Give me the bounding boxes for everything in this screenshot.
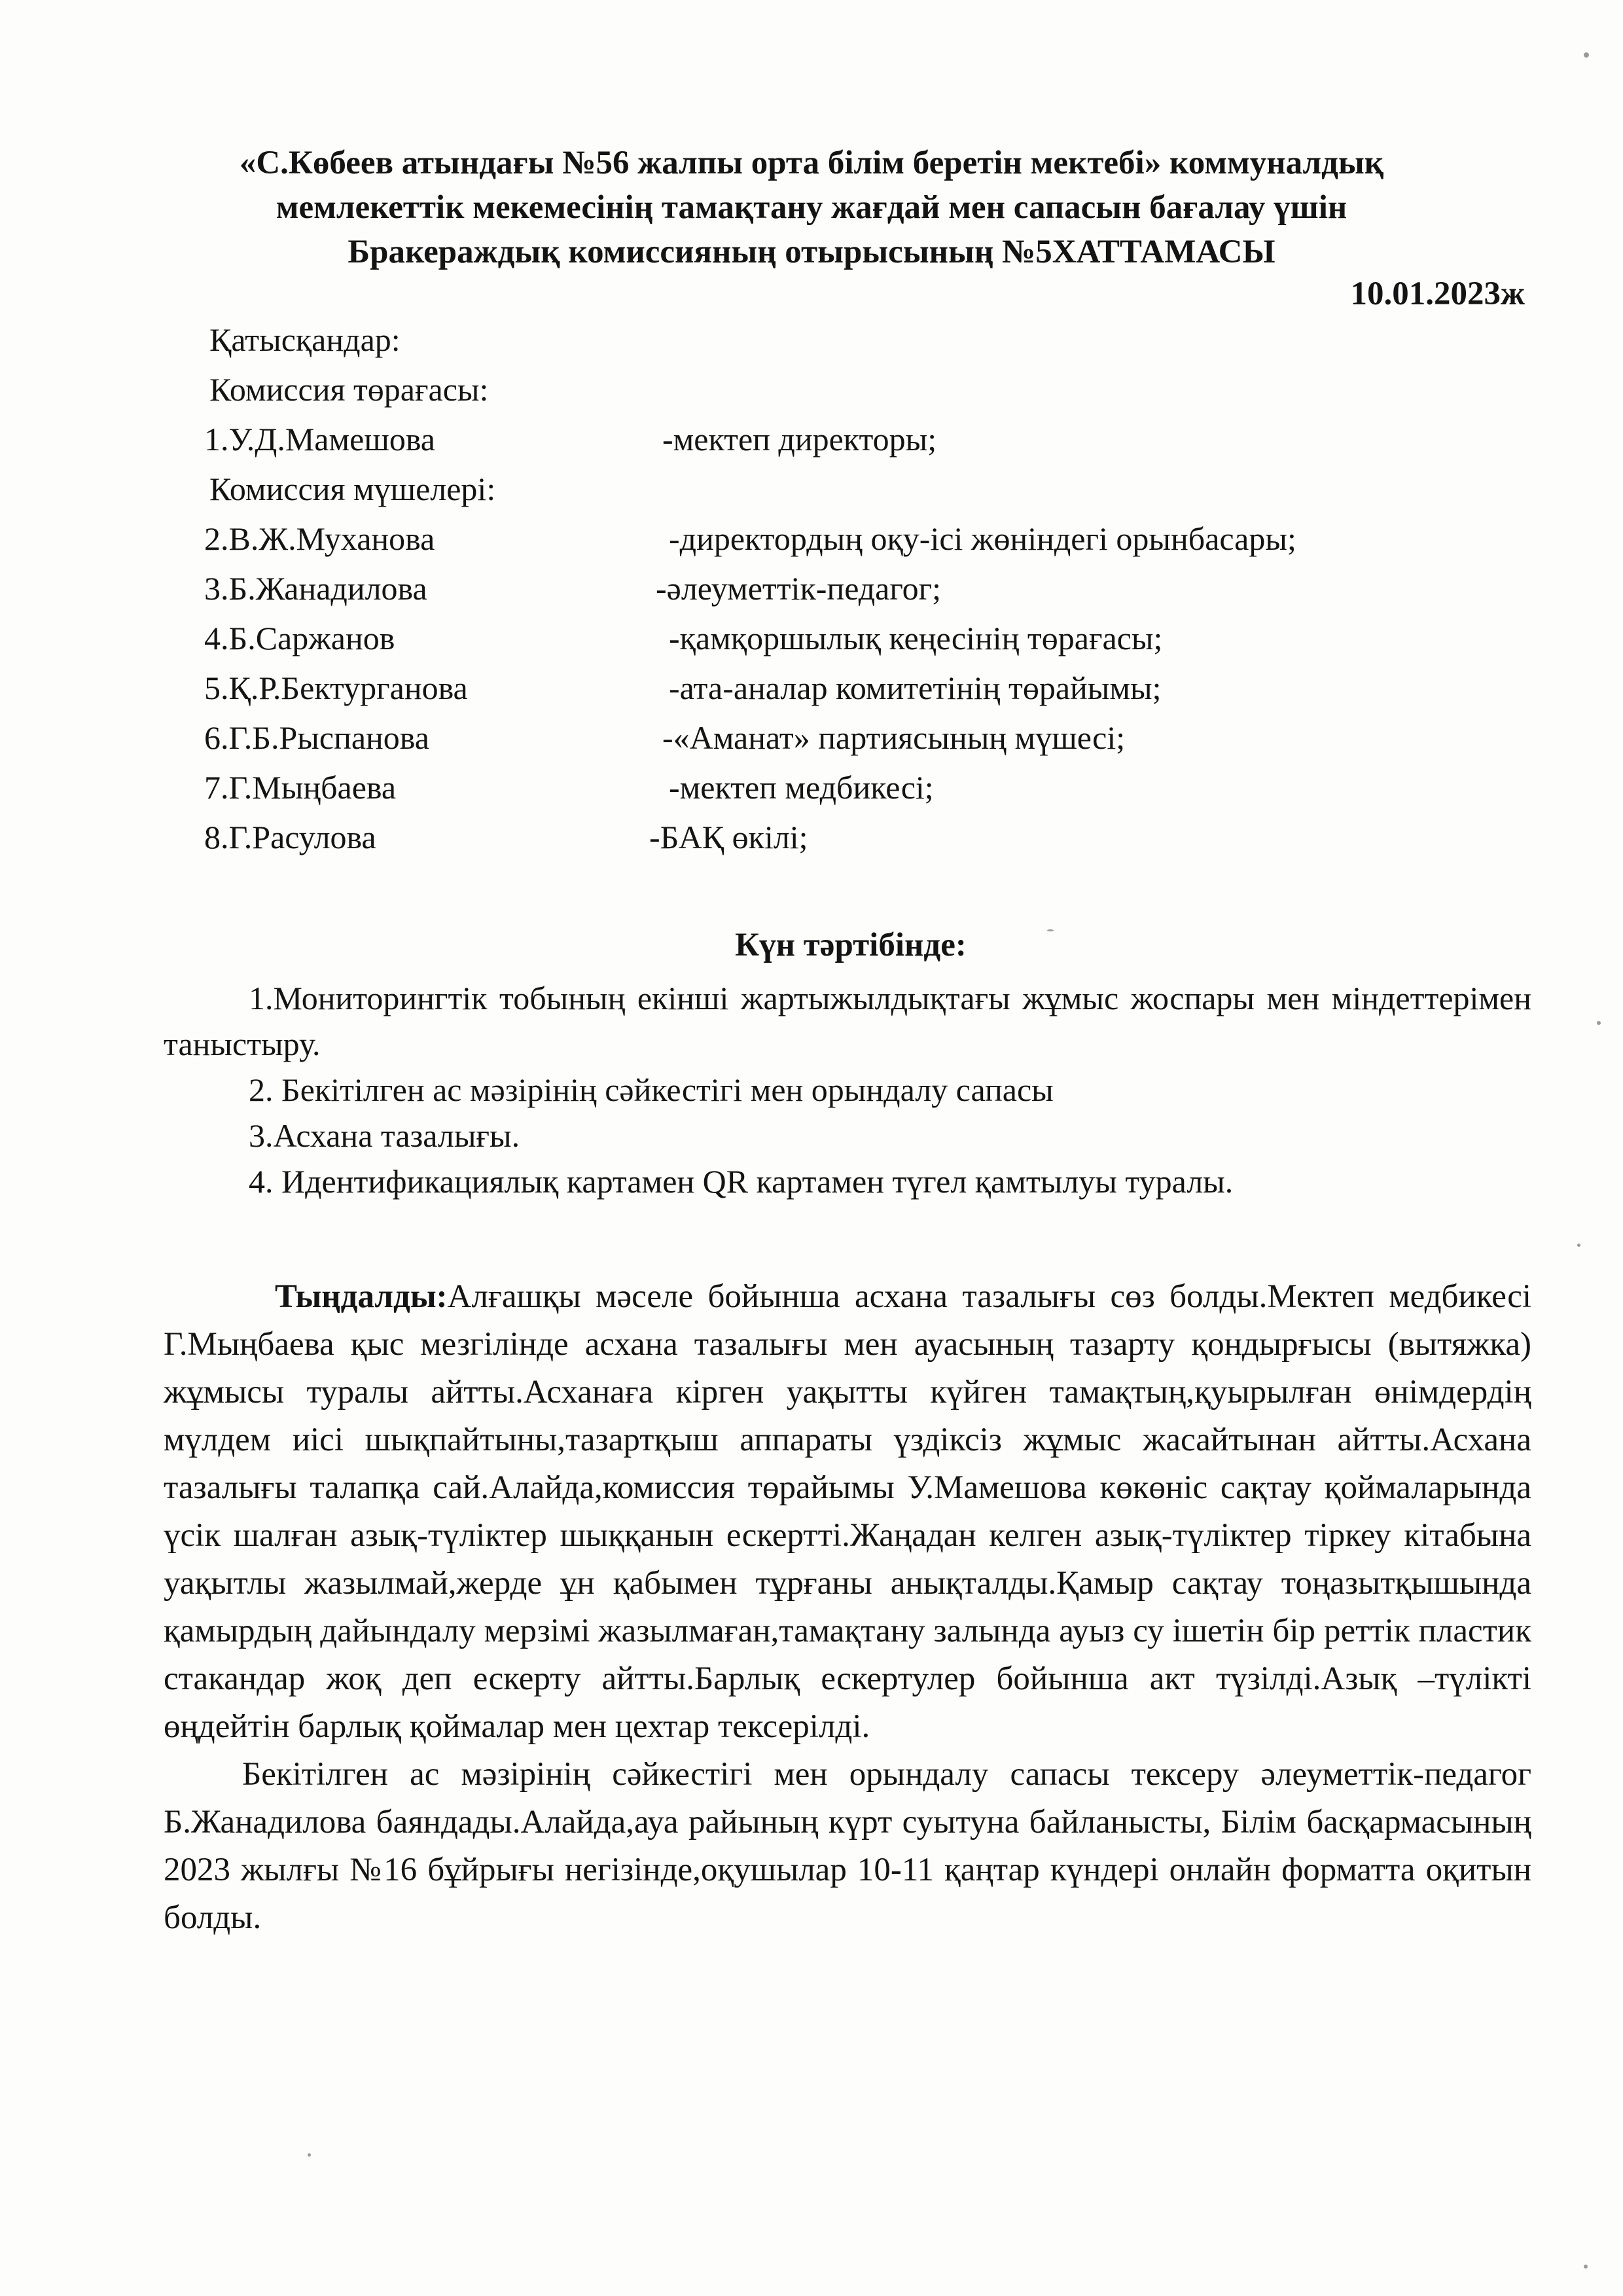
participant-name: 1.У.Д.Мамешова — [204, 421, 435, 457]
participant-row — [204, 569, 942, 619]
agenda-item: 1.Мониторингтік тобының екінші жартыжылдықтағы жұмыс жоспары мен міндеттерімен таныстыру. — [164, 980, 1531, 1062]
listened-paragraph — [164, 1273, 1531, 1751]
agenda-item: 2. Бекітілген ас мәзірінің сәйкестігі мен орындалу сапасы — [249, 1071, 1054, 1108]
scan-speck — [1584, 2265, 1588, 2269]
participant-role: -қамқоршылық кеңесінің төрағасы; — [669, 620, 1163, 656]
listened-text: Алғашқы мәселе бойынша асхана тазалығы сөз болды.Мектеп медбикесі Г.Мыңбаева қыс мезгілінде асхана тазалығы мен ауасының тазарту қондырғысы (вытяжка) жұмысы туралы айтты.Асханаға кірген уақытты күйген тамақтың,қуырылған өнімдердің мүлдем иісі шықпайтыны,тазартқыш аппараты үздіксіз жұмыс жасайтынан айтты.Асхана тазалығы талапқа сай.Алайда,комиссия төрайымы У.Мамешова көкөніс сақтау қоймаларында үсік шалған азық-түліктер шыққанын ескертті.Жаңадан келген азық-түліктер тіркеу кітабына уақытлы жазылмай,жерде ұн қабымен тұрғаны анықталды.Қамыр сақтау тоңазытқышында қамырдың дайындалу мерзімі жазылмаған,тамақтану залында ауыз су ішетін бір реттік пластик стакандар жоқ деп ескерту айтты.Барлық ескертулер бойынша акт түзілді.Азық –түлікті өңдейтін барлық қоймалар мен цехтар тексерілді. — [164, 1278, 1531, 1745]
title-line-3: Бракераждық комиссияның отырысының №5ХАТТАМАСЫ — [348, 234, 1275, 270]
menu-paragraph: Бекітілген ас мәзірінің сәйкестігі мен орындалу сапасы тексеру әлеуметтік-педагог Б.Жанадилова баяндады.Алайда,ауа райының күрт суытуна байланысты, Білім басқармасының 2023 жылғы №16 бұйрығы негізінде,оқушылар 10-11 қаңтар күндері онлайн форматта оқитын болды. — [164, 1756, 1531, 1936]
minutes-body — [164, 1273, 1531, 1942]
participant-role: -мектеп медбикесі; — [669, 769, 934, 806]
agenda-list — [164, 975, 1531, 1204]
participants-label: Қатысқандар: — [209, 321, 401, 358]
chair-label: Комиссия төрағасы: — [209, 371, 489, 408]
participant-name: 3.Б.Жанадилова — [204, 570, 427, 607]
participant-row — [204, 420, 937, 470]
scan-speck — [1047, 929, 1054, 931]
participant-name: 4.Б.Саржанов — [204, 620, 395, 656]
participant-row — [204, 669, 1162, 719]
agenda-item: 3.Асхана тазалығы. — [249, 1117, 520, 1154]
title-line-1: «С.Көбеев атындағы №56 жалпы орта білім беретін мектебі» коммуналдық — [239, 145, 1384, 181]
participant-row — [204, 768, 934, 818]
title-line-2: мемлекеттік мекемесінің тамақтану жағдай мен сапасын бағалау үшін — [276, 189, 1347, 226]
participant-row — [204, 619, 1163, 669]
participant-role: -әлеуметтік-педагог; — [656, 570, 942, 607]
participant-row — [204, 818, 808, 868]
members-label: Комиссия мүшелері: — [209, 471, 496, 507]
participant-name: 5.Қ.Р.Бектурганова — [204, 670, 468, 706]
scan-speck — [1597, 1021, 1601, 1025]
participant-role: -«Аманат» партиясының мүшесі; — [662, 719, 1126, 756]
listened-label: Тыңдалды: — [275, 1278, 448, 1315]
document-title — [118, 141, 1505, 274]
agenda-heading: Күн тәртібінде: — [735, 927, 967, 963]
participant-name: 7.Г.Мыңбаева — [204, 769, 397, 806]
agenda-item: 4. Идентификациялық картамен QR картамен түгел қамтылуы туралы. — [249, 1163, 1234, 1200]
scan-speck — [1577, 1244, 1580, 1247]
document-date: 10.01.2023ж — [1350, 276, 1525, 312]
scan-speck — [1584, 52, 1589, 58]
participant-row — [204, 719, 1126, 768]
participant-role: -директордың оқу-ісі жөніндегі орынбасары; — [669, 520, 1296, 557]
participant-role: -мектеп директоры; — [662, 421, 937, 457]
participant-name: 8.Г.Расулова — [204, 819, 376, 855]
participant-name: 6.Г.Б.Рыспанова — [204, 719, 429, 756]
scan-speck — [308, 2153, 311, 2157]
participant-role: -ата-аналар комитетінің төрайымы; — [669, 670, 1162, 706]
participant-row — [204, 520, 1296, 569]
participant-name: 2.В.Ж.Муханова — [204, 520, 435, 557]
participant-role: -БАҚ өкілі; — [649, 819, 808, 855]
